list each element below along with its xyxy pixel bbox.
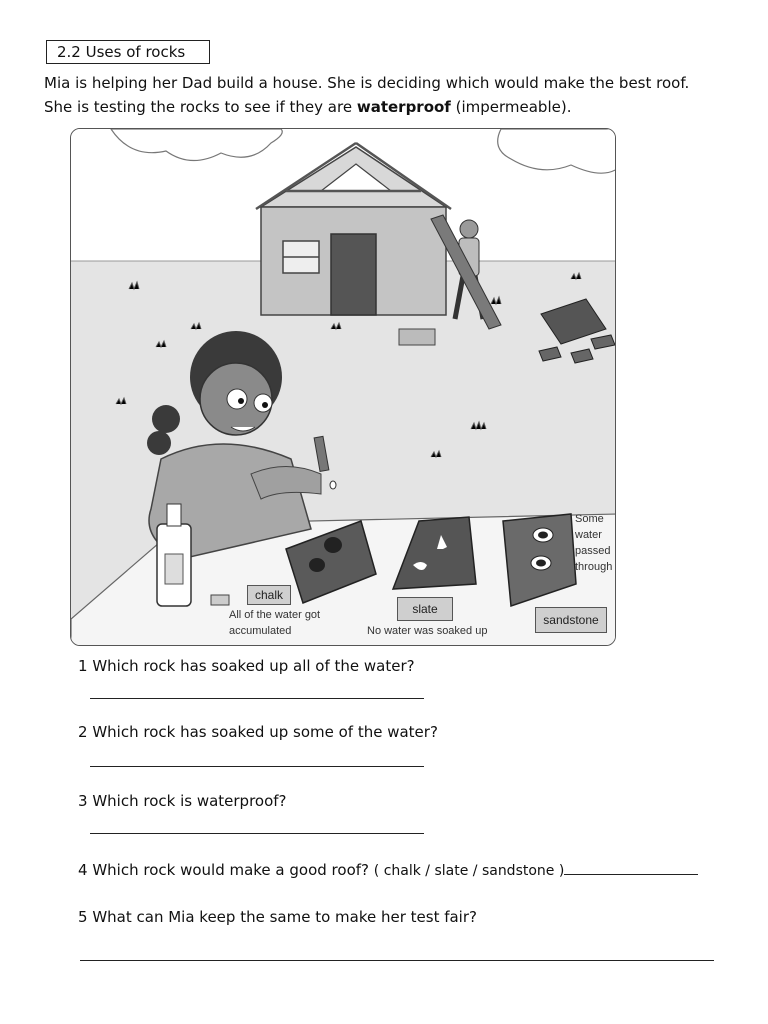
intro-line-1: Mia is helping her Dad build a house. She is deciding which would make the best roof.	[44, 74, 690, 92]
intro-line-2-start: She is testing the rocks to see if they are	[44, 98, 357, 116]
sandstone-caption-line: water	[575, 529, 602, 541]
sandstone-caption-line: through	[575, 561, 613, 573]
question-text: Which rock has soaked up all of the water?	[92, 657, 415, 675]
answer-line-5[interactable]	[80, 960, 714, 961]
answer-line-2[interactable]	[90, 766, 424, 767]
question-number: 1	[78, 657, 88, 675]
chalk-caption-line-2: accumulated	[229, 625, 292, 637]
section-title: 2.2 Uses of rocks	[46, 40, 210, 64]
question-number: 5	[78, 908, 88, 926]
answer-line-4[interactable]	[564, 860, 698, 875]
question-number: 2	[78, 723, 88, 741]
sandstone-caption-line: Some	[575, 513, 604, 525]
question-text: Which rock would make a good roof?	[92, 861, 369, 879]
question-number: 3	[78, 792, 88, 810]
sandstone-caption	[575, 511, 616, 575]
illustration-drawing	[71, 129, 616, 646]
intro-keyword-waterproof: waterproof	[356, 98, 451, 116]
intro-line-2	[44, 98, 571, 116]
question-text: Which rock is waterproof?	[92, 792, 287, 810]
question-text: Which rock has soaked up some of the water?	[92, 723, 438, 741]
question-3	[78, 792, 287, 810]
question-5	[78, 908, 477, 926]
chalk-caption-line-1: All of the water got	[229, 609, 321, 621]
illustration	[70, 128, 616, 646]
sandstone-label-card: sandstone	[535, 607, 607, 633]
question-4-options: ( chalk / slate / sandstone )	[373, 863, 565, 879]
question-text: What can Mia keep the same to make her test fair?	[92, 908, 477, 926]
intro-line-2-end: (impermeable).	[450, 98, 572, 116]
answer-line-1[interactable]	[90, 698, 424, 699]
slate-label-card: slate	[397, 597, 453, 621]
question-number: 4	[78, 861, 88, 879]
sandstone-caption-line: passed	[575, 545, 611, 557]
question-2	[78, 723, 438, 741]
chalk-label-card: chalk	[247, 585, 291, 605]
question-1	[78, 657, 415, 675]
answer-line-3[interactable]	[90, 833, 424, 834]
question-4	[78, 860, 698, 879]
slate-caption: No water was soaked up	[367, 625, 488, 637]
